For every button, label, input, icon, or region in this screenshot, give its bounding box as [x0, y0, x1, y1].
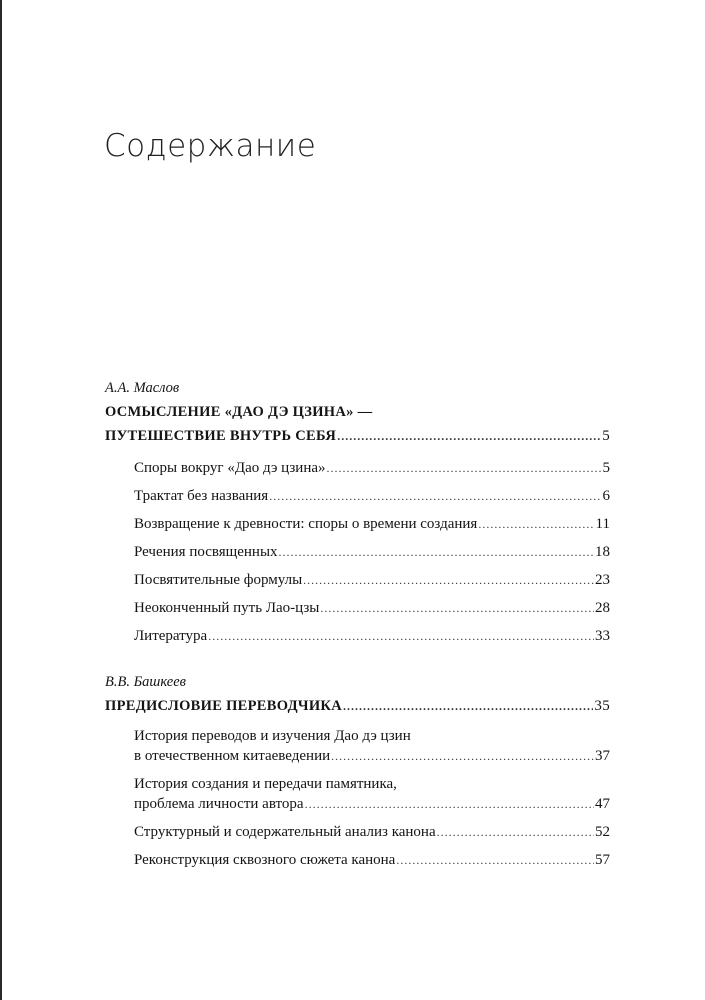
entry-label: Речения посвященных: [134, 544, 278, 560]
page-number: 18: [595, 544, 610, 560]
dot-leader: [208, 626, 594, 646]
entry-label: Трактат без названия: [134, 488, 269, 504]
dot-leader: [327, 458, 602, 478]
page-number: 47: [595, 796, 610, 812]
page-number: 5: [602, 428, 610, 444]
page-number: 52: [595, 824, 610, 840]
entry-label: Споры вокруг «Дао дэ цзина»: [134, 460, 326, 476]
section-title-line: ПРЕДИСЛОВИЕ ПЕРЕВОДЧИКА: [105, 698, 342, 714]
dot-leader: [305, 794, 594, 814]
dot-leader: [478, 514, 594, 534]
section-title-entry[interactable]: [105, 694, 610, 718]
subsection-list: [134, 726, 610, 870]
dot-leader: [437, 822, 594, 842]
entry-label: Литература: [134, 628, 208, 644]
entry-label: Посвятительные формулы: [134, 572, 303, 588]
page-number: 11: [595, 516, 610, 532]
toc-entry[interactable]: [134, 598, 610, 618]
dot-leader: [279, 542, 594, 562]
toc-entry[interactable]: [134, 822, 610, 842]
page-title: Содержание: [104, 128, 317, 164]
page-number: 33: [595, 628, 610, 644]
toc-entry[interactable]: [134, 850, 610, 870]
page-number: 23: [595, 572, 610, 588]
toc-entry[interactable]: [134, 514, 610, 534]
section-title-line: ПУТЕШЕСТВИЕ ВНУТРЬ СЕБЯ: [105, 428, 337, 444]
page-number: 5: [602, 460, 610, 476]
toc-entry[interactable]: [134, 458, 610, 478]
toc-entry[interactable]: [134, 774, 610, 814]
dot-leader: [337, 424, 601, 448]
section-author: В.В. Башкеев: [105, 674, 186, 690]
page-number: 37: [595, 748, 610, 764]
dot-leader: [396, 850, 594, 870]
entry-label: Реконструкция сквозного сюжета канона: [134, 852, 396, 868]
dot-leader: [269, 486, 601, 506]
toc-entry[interactable]: [134, 570, 610, 590]
dot-leader: [331, 746, 594, 766]
page-number: 6: [602, 488, 610, 504]
section-title-line: ОСМЫСЛЕНИЕ «ДАО ДЭ ЦЗИНА» —: [105, 404, 373, 420]
toc-entry[interactable]: [134, 542, 610, 562]
page-number: 57: [595, 852, 610, 868]
dot-leader: [303, 570, 594, 590]
entry-label: проблема личности автора: [134, 796, 304, 812]
entry-label: Возвращение к древности: споры о времени создания: [134, 516, 478, 532]
entry-label-line: История переводов и изучения Дао дэ цзин: [134, 728, 411, 744]
table-of-contents: [105, 378, 610, 878]
dot-leader: [320, 598, 594, 618]
toc-entry[interactable]: [134, 486, 610, 506]
page-edge-line: [0, 0, 2, 1000]
entry-label: Неоконченный путь Лао-цзы: [134, 600, 320, 616]
toc-section: [105, 672, 610, 870]
entry-label-line: История создания и передачи памятника,: [134, 776, 397, 792]
entry-label: в отечественном китаеведении: [134, 748, 331, 764]
page-number: 35: [594, 698, 610, 714]
section-author: А.А. Маслов: [105, 380, 180, 396]
toc-entry[interactable]: [134, 726, 610, 766]
page-number: 28: [595, 600, 610, 616]
dot-leader: [343, 694, 593, 718]
section-title-entry[interactable]: [105, 424, 610, 448]
toc-entry[interactable]: [134, 626, 610, 646]
toc-section: [105, 378, 610, 646]
subsection-list: [134, 458, 610, 646]
entry-label: Структурный и содержательный анализ канона: [134, 824, 436, 840]
